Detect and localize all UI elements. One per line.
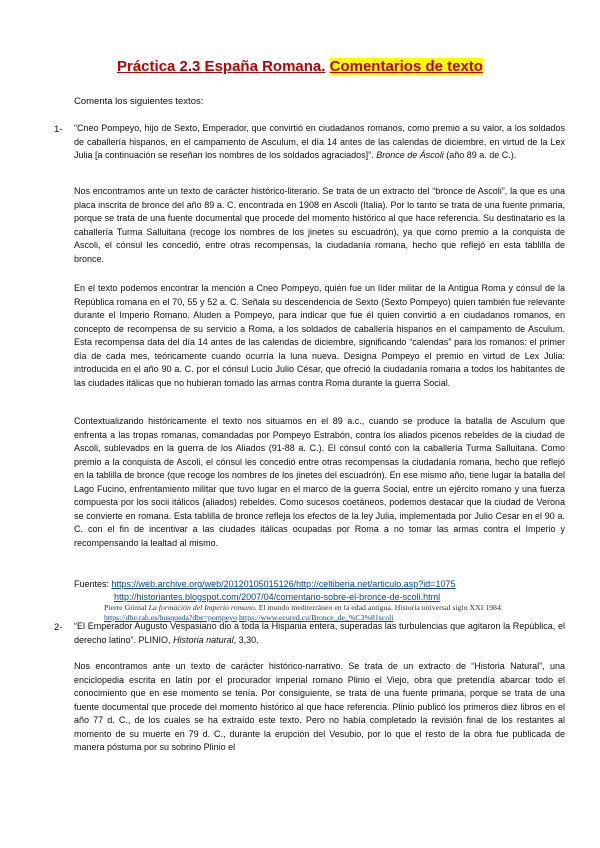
item-2-source-title: Historia natural bbox=[173, 634, 234, 645]
instructions: Comenta los siguientes textos: bbox=[74, 96, 204, 107]
source-book-reference bbox=[74, 603, 574, 613]
item-1-source-title: Bronce de Áscoli bbox=[376, 150, 444, 160]
item-1-number: 1- bbox=[54, 124, 63, 135]
item-1-quote-text: “Cneo Pompeyo, hijo de Sexto, Emperador, que convirtió en ciudadanos romanos, como premio a su valor, a los soldados de caballería hispanos, en el campamento de Asculum, el día 14 antes de las calendas de diciembre, en virtud de la Lex Julia [a continuación se reseñan los nombres de los soldados agraciados]”. bbox=[74, 123, 565, 160]
page-title bbox=[0, 58, 600, 75]
item-1-paragraph-3-text: Contextualizando históricamente el texto nos situamos en el 89 a.c., cuando se produce la batalla de Asculum que enfrenta a las tropas romanas, comandadas por Pompeyo Estrabón, contra los aliados picenos rebeldes de la ciudad de Ascoli, sublevados en la guerra de los Aliados (91-88 a. C.). El cónsul contó con la caballería Turma Salluitana. Como premio a la conquista de Ascoli, el cónsul les concedió entre otras recompensas la ciudadanía romana, hecho que reflejó en la tablilla de bronce (que recoge los nombres de los jinetes del escuadrón). En ese mismo año, tiene lugar la batalla del Lago Fucino, enfrentamiento militar que tuvo lugar en el marco de la guerra Social, entre un ejército romano y una fuerza compuesta por los socii itálicos (aliados) rebeldes. Como sucesos coetáneos, podemos destacar que la ciudad de Verona se convierte en romana. Esta tablilla de bronce refleja los efectos de la ley Julia, implementada por Julio Cesar en el 90 a. C. con el fin de incentivar a las ciudades itálicas ocupadas por Roma a no tomar las armas contra el Imperio y recompensando la lealtad al mismo. bbox=[74, 416, 565, 548]
item-1-paragraph-1-text: Nos encontramos ante un texto de carácter histórico-literario. Se trata de un extracto del “bronce de Ascoli”, la que es una placa inscrita de bronce del año 89 a. C. encontrada en 1908 en Ascoli (Italia). Por lo tanto se trata de una fuente primaria, porque se trata de una fuente documental que procede del momento histórico al que hace referencia. Su destinatario es la caballería Turma Salluitana (recoge los nombres de los jinetes su escuadrón), ya que como premio a la conquista de Ascoli, el cónsul les concedió, entre otras recompensas, la ciudadanía romana, hecho que reflejó en esta tablilla de bronce. bbox=[74, 186, 565, 264]
title-part-2-highlighted: Comentarios de texto bbox=[329, 58, 483, 75]
source-link-ecured[interactable]: https://www.ecured.cu/Bronce_de_%C3%81scoli bbox=[238, 613, 394, 622]
item-2-quote-text: “El Emperador Augusto Vespasiano dio a toda la Hispania entera, superadas las turbulencias que agitaron la República, el derecho latino”. PLINIO, bbox=[74, 621, 565, 645]
item-1-paragraph-2-text: En el texto podemos encontrar la mención a Cneo Pompeyo, quién fue un líder militar de la Antigua Roma y cónsul de la República romana en el 70, 55 y 52 a. C. Señala su descendencia de Sexto (Sexto Pompeyo) quien también fue relevante durante el Imperio Romano. Aluden a Pompeyo, para indicar que fue él quien convirtió a en ciudadanos romanos, en concepto de recompensa de su servicio a Roma, a los soldados de caballería hispanos en el campamento de Asculum. Esta recompensa data del día 14 antes de las calendas de diciembre, significando “calendas” para los romanos: el primer día de cada mes, teóricamente cuando ocurría la luna nueva. Designa Pompeyo el premio en virtud de Lex Julia: introducida en el año 90 a. C. por el cónsul Lucio Julio César, que ofreció la ciudadanía romana a todos los habitantes de las ciudades itálicas que no hubieran tomado las armas contra Roma durante la guerra Social. bbox=[74, 283, 565, 388]
title-part-1: Práctica 2.3 España Romana. bbox=[117, 58, 326, 75]
item-2-source-ref: , 3,30. bbox=[233, 634, 259, 645]
item-2-number: 2- bbox=[54, 622, 63, 633]
item-2-paragraph-1 bbox=[74, 660, 565, 755]
item-1-paragraph-2 bbox=[74, 282, 565, 390]
item-2-quote bbox=[74, 620, 565, 647]
source-link-rah[interactable]: https://dbe.rah.es/busqueda?dbe=pompeyo bbox=[104, 613, 238, 622]
sources-block bbox=[74, 578, 574, 623]
item-1-paragraph-1 bbox=[74, 185, 565, 266]
source-link-celtiberia[interactable]: https://web.archive.org/web/20120105015126/http://celtiberia.net/articulo.asp?id=1075 bbox=[111, 579, 456, 589]
sources-label: Fuentes: bbox=[74, 579, 110, 589]
item-2-paragraph-1-text: Nos encontramos ante un texto de carácter histórico-narrativo. Se trata de un extracto de “Historia Natural”, una enciclopedia escrita en latín por el procurador imperial romano Plinio el Viejo, obra que pretendía abarcar todo el conocimiento que en ese momento se tenía. Por consiguiente, se trata de una fuente primaria, porque se trata de una fuente documental que procede del momento histórico al que hace referencia. Plinio publicó los primeros diez libros en el año 77 d. C., de los cuales se ha extraído este texto. Pero no había completado la revisión final de los restantes al momento de su muerte en 79 d. C., durante la erupción del Vesubio, por lo que el resto de la obra fue publicada de manera póstuma por su sobrino Plinio el bbox=[74, 661, 565, 752]
item-1-quote bbox=[74, 122, 565, 163]
book-title: La formación del Imperio romano. bbox=[148, 603, 257, 612]
book-author: Pierre Grimal bbox=[104, 603, 149, 612]
item-1-source-date: (año 89 a. de C.). bbox=[443, 150, 517, 160]
book-details: El mundo mediterráneo en la edad antigua. Historia universal siglo XXI 1984. bbox=[256, 603, 503, 612]
source-link-historiantes[interactable]: http://historiantes.blogspot.com/2007/04/comentario-sobre-el-bronce-de-scoli.html bbox=[114, 591, 441, 602]
item-1-paragraph-3 bbox=[74, 415, 565, 550]
